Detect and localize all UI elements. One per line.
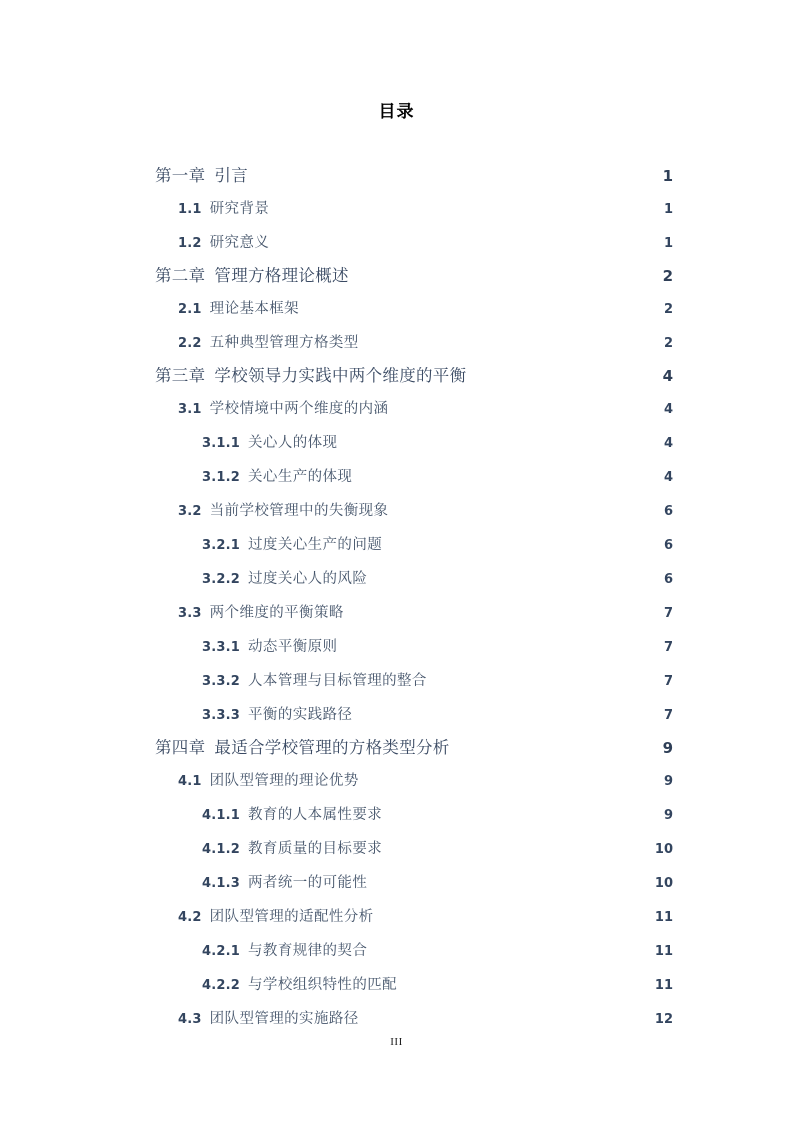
toc-entry-number: 3.3.1 bbox=[202, 640, 241, 655]
toc-entry-level-2[interactable] bbox=[178, 226, 673, 260]
toc-entry-number: 3.1.1 bbox=[202, 436, 241, 451]
toc-entry-number: 第四章 bbox=[155, 738, 206, 757]
toc-entry-level-1[interactable] bbox=[155, 260, 673, 292]
toc-entry-label: 过度关心生产的问题 bbox=[248, 537, 383, 553]
toc-dot-leader bbox=[355, 467, 662, 482]
toc-entry-page-number: 9 bbox=[663, 774, 673, 789]
toc-entry-number: 1.2 bbox=[178, 236, 202, 251]
toc-entry-page-number: 4 bbox=[663, 470, 673, 485]
toc-entry-number: 4.1 bbox=[178, 774, 202, 789]
toc-entry-label: 管理方格理论概述 bbox=[214, 266, 349, 285]
toc-dot-leader bbox=[362, 771, 662, 786]
toc-entry-page-number: 10 bbox=[654, 876, 673, 891]
toc-entry-page-number: 1 bbox=[663, 236, 673, 251]
toc-entry-number: 3.2 bbox=[178, 504, 202, 519]
toc-entry-level-1[interactable] bbox=[155, 360, 673, 392]
toc-entry-number: 第三章 bbox=[155, 366, 206, 385]
toc-entry-level-2[interactable] bbox=[178, 1002, 673, 1036]
toc-entry-label: 团队型管理的实施路径 bbox=[209, 1011, 359, 1027]
toc-entry-level-3[interactable] bbox=[202, 934, 673, 968]
toc-dot-leader bbox=[352, 265, 661, 282]
toc-entry-level-3[interactable] bbox=[202, 562, 673, 596]
toc-entry-level-1[interactable] bbox=[155, 732, 673, 764]
toc-entry-page-number: 7 bbox=[663, 674, 673, 689]
toc-entry-number: 3.3.3 bbox=[202, 708, 241, 723]
toc-dot-leader bbox=[347, 603, 662, 618]
toc-entry-page-number: 7 bbox=[663, 708, 673, 723]
toc-entry-page-number: 4 bbox=[663, 436, 673, 451]
toc-entry-page-number: 2 bbox=[663, 302, 673, 317]
toc-entry-page-number: 6 bbox=[663, 538, 673, 553]
toc-entry-label: 两者统一的可能性 bbox=[248, 875, 368, 891]
toc-entry-label: 两个维度的平衡策略 bbox=[209, 605, 344, 621]
toc-dot-leader bbox=[377, 907, 653, 922]
table-of-contents bbox=[155, 160, 673, 1036]
toc-entry-level-3[interactable] bbox=[202, 798, 673, 832]
toc-dot-leader bbox=[370, 873, 653, 888]
toc-entry-page-number: 1 bbox=[662, 167, 673, 185]
toc-entry-number: 3.1 bbox=[178, 402, 202, 417]
toc-entry-level-3[interactable] bbox=[202, 528, 673, 562]
toc-entry-level-3[interactable] bbox=[202, 832, 673, 866]
toc-dot-leader bbox=[362, 1009, 653, 1024]
toc-entry-label: 动态平衡原则 bbox=[248, 639, 338, 655]
toc-entry-level-2[interactable] bbox=[178, 596, 673, 630]
toc-dot-leader bbox=[385, 805, 662, 820]
toc-entry-level-3[interactable] bbox=[202, 664, 673, 698]
toc-entry-level-3[interactable] bbox=[202, 630, 673, 664]
toc-entry-level-3[interactable] bbox=[202, 460, 673, 494]
toc-entry-level-2[interactable] bbox=[178, 292, 673, 326]
toc-entry-number: 4.1.1 bbox=[202, 808, 241, 823]
toc-entry-page-number: 2 bbox=[663, 336, 673, 351]
toc-entry-number: 3.3 bbox=[178, 606, 202, 621]
toc-entry-number: 第二章 bbox=[155, 266, 206, 285]
footer-page-number: III bbox=[390, 1036, 403, 1048]
toc-entry-label: 人本管理与目标管理的整合 bbox=[248, 673, 427, 689]
toc-entry-page-number: 4 bbox=[663, 402, 673, 417]
toc-entry-page-number: 7 bbox=[663, 606, 673, 621]
toc-entry-number: 3.3.2 bbox=[202, 674, 241, 689]
toc-dot-leader bbox=[272, 199, 662, 214]
toc-entry-number: 4.1.3 bbox=[202, 876, 241, 891]
toc-entry-label: 教育质量的目标要求 bbox=[248, 841, 383, 857]
toc-entry-level-2[interactable] bbox=[178, 494, 673, 528]
toc-dot-leader bbox=[469, 365, 660, 382]
toc-entry-label: 当前学校管理中的失衡现象 bbox=[209, 503, 389, 519]
toc-entry-label: 最适合学校管理的方格类型分析 bbox=[214, 738, 450, 757]
toc-entry-label: 与教育规律的契合 bbox=[248, 943, 368, 959]
toc-entry-number: 4.1.2 bbox=[202, 842, 241, 857]
toc-entry-page-number: 9 bbox=[662, 739, 673, 757]
toc-entry-label: 五种典型管理方格类型 bbox=[209, 335, 359, 351]
toc-entry-number: 1.1 bbox=[178, 202, 202, 217]
toc-entry-number: 4.3 bbox=[178, 1012, 202, 1027]
toc-entry-level-3[interactable] bbox=[202, 866, 673, 900]
toc-dot-leader bbox=[362, 333, 662, 348]
toc-entry-page-number: 10 bbox=[654, 842, 673, 857]
toc-entry-level-2[interactable] bbox=[178, 764, 673, 798]
toc-entry-page-number: 2 bbox=[662, 267, 673, 285]
toc-entry-level-3[interactable] bbox=[202, 698, 673, 732]
toc-dot-leader bbox=[430, 671, 662, 686]
toc-dot-leader bbox=[453, 737, 661, 754]
toc-entry-label: 学校情境中两个维度的内涵 bbox=[209, 401, 389, 417]
toc-entry-label: 关心生产的体现 bbox=[248, 469, 353, 485]
toc-entry-page-number: 1 bbox=[663, 202, 673, 217]
toc-entry-label: 过度关心人的风险 bbox=[248, 571, 368, 587]
toc-entry-label: 与学校组织特性的匹配 bbox=[248, 977, 398, 993]
page-title: 目录 bbox=[378, 102, 415, 122]
toc-entry-number: 4.2.2 bbox=[202, 978, 241, 993]
toc-entry-label: 研究背景 bbox=[209, 201, 270, 217]
toc-dot-leader bbox=[391, 501, 662, 516]
toc-entry-label: 团队型管理的适配性分析 bbox=[209, 909, 374, 925]
toc-entry-number: 3.2.2 bbox=[202, 572, 241, 587]
toc-entry-label: 研究意义 bbox=[209, 235, 270, 251]
toc-entry-level-2[interactable] bbox=[178, 192, 673, 226]
toc-entry-page-number: 11 bbox=[654, 944, 673, 959]
toc-dot-leader bbox=[355, 705, 662, 720]
toc-dot-leader bbox=[302, 299, 662, 314]
toc-entry-number: 2.2 bbox=[178, 336, 202, 351]
toc-dot-leader bbox=[370, 941, 653, 956]
toc-entry-label: 平衡的实践路径 bbox=[248, 707, 353, 723]
toc-entry-page-number: 12 bbox=[654, 1012, 673, 1027]
toc-entry-label: 理论基本框架 bbox=[209, 301, 300, 317]
toc-entry-level-1[interactable] bbox=[155, 160, 673, 192]
toc-entry-number: 第一章 bbox=[155, 166, 206, 185]
toc-entry-label: 学校领导力实践中两个维度的平衡 bbox=[214, 366, 467, 385]
toc-entry-number: 4.2.1 bbox=[202, 944, 241, 959]
toc-dot-leader bbox=[370, 569, 662, 584]
toc-dot-leader bbox=[251, 165, 661, 182]
toc-entry-number: 3.1.2 bbox=[202, 470, 241, 485]
toc-entry-page-number: 9 bbox=[663, 808, 673, 823]
toc-entry-page-number: 11 bbox=[654, 978, 673, 993]
toc-entry-label: 教育的人本属性要求 bbox=[248, 807, 383, 823]
toc-dot-leader bbox=[385, 535, 662, 550]
toc-entry-page-number: 7 bbox=[663, 640, 673, 655]
toc-entry-level-2[interactable] bbox=[178, 900, 673, 934]
toc-entry-page-number: 11 bbox=[654, 910, 673, 925]
toc-entry-level-3[interactable] bbox=[202, 426, 673, 460]
toc-entry-number: 3.2.1 bbox=[202, 538, 241, 553]
toc-entry-label: 引言 bbox=[214, 166, 249, 185]
toc-entry-page-number: 6 bbox=[663, 572, 673, 587]
toc-dot-leader bbox=[385, 839, 653, 854]
toc-entry-level-2[interactable] bbox=[178, 326, 673, 360]
toc-entry-label: 团队型管理的理论优势 bbox=[209, 773, 359, 789]
toc-dot-leader bbox=[400, 975, 653, 990]
toc-dot-leader bbox=[340, 433, 662, 448]
toc-entry-level-2[interactable] bbox=[178, 392, 673, 426]
toc-entry-label: 关心人的体现 bbox=[248, 435, 338, 451]
toc-entry-page-number: 4 bbox=[662, 367, 673, 385]
toc-entry-number: 4.2 bbox=[178, 910, 202, 925]
toc-dot-leader bbox=[391, 399, 662, 414]
toc-entry-level-3[interactable] bbox=[202, 968, 673, 1002]
toc-entry-number: 2.1 bbox=[178, 302, 202, 317]
toc-entry-page-number: 6 bbox=[663, 504, 673, 519]
toc-dot-leader bbox=[340, 637, 662, 652]
toc-dot-leader bbox=[272, 233, 662, 248]
